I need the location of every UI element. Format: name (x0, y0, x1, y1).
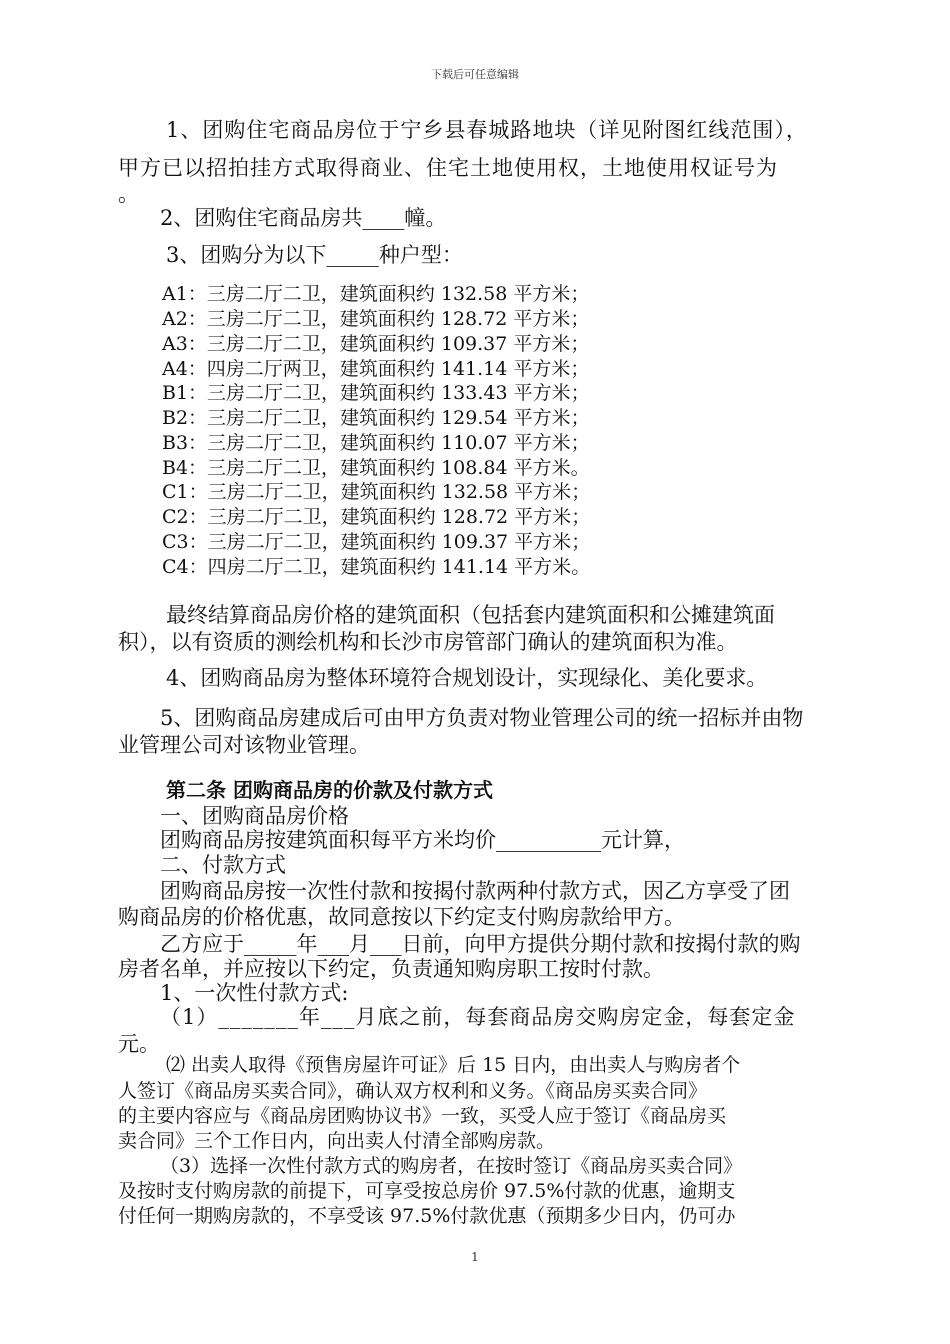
section-2-text-line-2: 购商品房的价格优惠，故同意按以下约定支付购房款给甲方。 (118, 905, 685, 929)
lump-item-3-line-3: 付任何一期购房款的，不享受该 97.5%付款优惠（预期多少日内，仍可办 (118, 1205, 736, 1227)
list-item: B1：三房二厅二卫，建筑面积约 133.43 平方米； (162, 382, 590, 404)
clause-4: 4、团购商品房为整体环境符合规划设计，实现绿化、美化要求。 (166, 666, 768, 690)
section-2-title: 二、付款方式 (160, 853, 286, 877)
lump-item-3-line-1: （3）选择一次性付款方式的购房者，在按时签订《商品房买卖合同》 (160, 1155, 743, 1177)
lump-sum-title: 1、一次性付款方式: (160, 981, 349, 1005)
lump-item-1-line-2: 元。 (118, 1032, 160, 1056)
section-2-text-line-1: 团购商品房按一次性付款和按揭付款两种付款方式，因乙方享受了团 (160, 879, 790, 903)
list-item: C1：三房二厅二卫，建筑面积约 132.58 平方米； (162, 481, 591, 503)
deadline-line-1: 乙方应于_____年___月___日前，向甲方提供分期付款和按揭付款的购 (160, 932, 801, 956)
clause-1-line-3: 。 (118, 182, 139, 206)
section-1-title: 一、团购商品房价格 (160, 804, 349, 828)
section-1-text: 团购商品房按建筑面积每平方米均价__________元计算， (160, 828, 685, 852)
list-item: A4：四房二厅两卫，建筑面积约 141.14 平方米； (162, 358, 590, 380)
clause-5-line-2: 业管理公司对该物业管理。 (118, 733, 370, 757)
list-item: C2：三房二厅二卫，建筑面积约 128.72 平方米； (162, 506, 591, 528)
list-item: C3：三房二厅二卫，建筑面积约 109.37 平方米； (162, 531, 591, 553)
lump-item-2-line-1: ⑵ 出卖人取得《预售房屋许可证》后 15 日内，由出卖人与购房者个 (166, 1054, 741, 1076)
clause-1-line-1: 1、团购住宅商品房位于宁乡县春城路地块（详见附图红线范围）， (166, 118, 808, 142)
list-item: A1：三房二厅二卫，建筑面积约 132.58 平方米； (162, 283, 590, 305)
clause-3: 3、团购分为以下_____种户型： (166, 243, 463, 267)
list-item: B3：三房二厅二卫，建筑面积约 110.07 平方米； (162, 432, 590, 454)
lump-item-2-line-2: 人签订《商品房买卖合同》，确认双方权利和义务。《商品房买卖合同》 (118, 1080, 708, 1102)
page-number: 1 (471, 1250, 479, 1264)
page-header: 下载后可任意编辑 (431, 68, 519, 81)
list-item: A2：三房二厅二卫，建筑面积约 128.72 平方米； (162, 308, 590, 330)
list-item: B2：三房二厅二卫，建筑面积约 129.54 平方米； (162, 407, 590, 429)
lump-item-3-line-2: 及按时支付购房款的前提下，可享受按总房价 97.5%付款的优惠，逾期支 (118, 1180, 736, 1202)
clause-2: 2、团购住宅商品房共____幢。 (160, 206, 447, 230)
lump-item-2-line-3: 的主要内容应与《商品房团购协议书》一致，买受人应于签订《商品房买 (118, 1105, 727, 1127)
list-item: A3：三房二厅二卫，建筑面积约 109.37 平方米； (162, 333, 590, 355)
list-item: B4：三房二厅二卫，建筑面积约 108.84 平方米。 (162, 457, 590, 479)
lump-item-2-line-4: 卖合同》三个工作日内，向出卖人付清全部购房款。 (118, 1130, 556, 1152)
area-note-line-2: 积），以有资质的测绘机构和长沙市房管部门确认的建筑面积为准。 (118, 630, 738, 654)
clause-1-line-2: 甲方已以招拍挂方式取得商业、住宅土地使用权，土地使用权证号为 (118, 156, 778, 180)
deadline-line-2: 房者名单，并应按以下约定，负责通知购房职工按时付款。 (118, 957, 664, 981)
lump-item-1-line-1: （1）_______年___月底之前，每套商品房交购房定金，每套定金 (160, 1005, 796, 1029)
list-item: C4：四房二厅二卫，建筑面积约 141.14 平方米。 (162, 556, 591, 578)
clause-5-line-1: 5、团购商品房建成后可由甲方负责对物业管理公司的统一招标并由物 (160, 706, 804, 730)
area-note-line-1: 最终结算商品房价格的建筑面积（包括套内建筑面积和公摊建筑面 (166, 603, 775, 627)
article-2-title: 第二条 团购商品房的价款及付款方式 (166, 778, 493, 802)
